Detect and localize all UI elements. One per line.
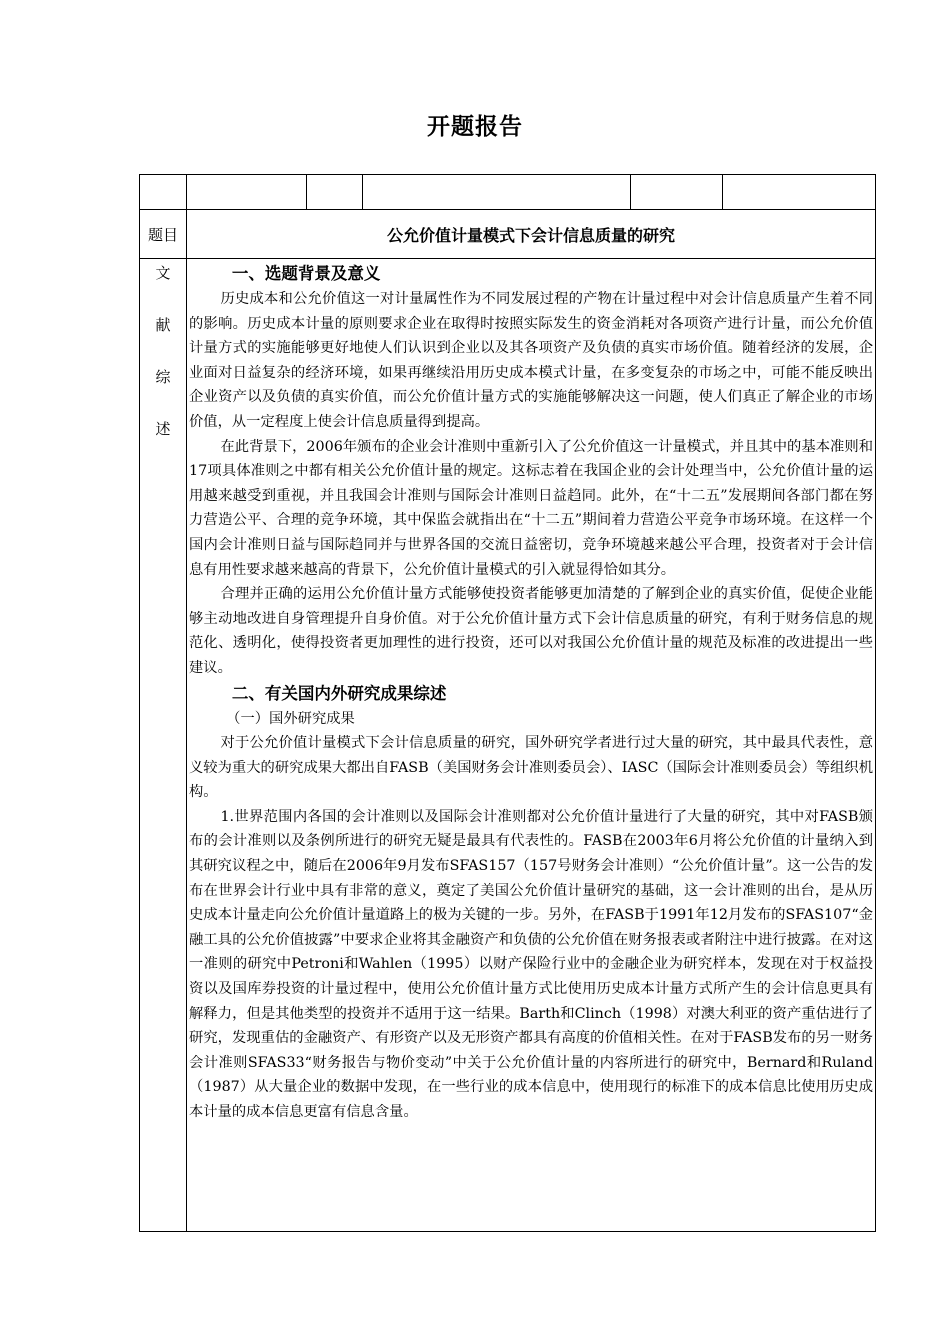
- topic-row: [140, 210, 876, 259]
- empty-cell: [631, 175, 723, 210]
- literature-review-row: [140, 259, 876, 1232]
- empty-cell: [363, 175, 631, 210]
- topic-title: 公允价值计量模式下会计信息质量的研究: [187, 210, 876, 259]
- literature-review-label: [140, 259, 187, 1232]
- subsection-heading: （一）国外研究成果: [226, 710, 355, 727]
- paragraph: 历史成本和公允价值这一对计量属性作为不同发展过程的产物在计量过程中对会计信息质量产生着不同的影响。历史成本计量的原则要求企业在取得时按照实际发生的资金消耗对各项资产进行计量，而公允价值计量方式的实施能够更好地使人们认识到企业以及其各项资产及负债的真实市场价值。随着经济的发展，企业面对日益复杂的经济环境，如果再继续沿用历史成本模式计量，在多变复杂的市场之中，可能不能反映出企业资产以及负债的真实价值，而公允价值计量方式的实施能够解决这一问题，使人们真正了解企业的市场价值，从一定程度上使会计信息质量得到提高。: [189, 291, 873, 430]
- empty-cell: [187, 175, 307, 210]
- empty-cell: [723, 175, 876, 210]
- section-heading: 二、有关国内外研究成果综述: [231, 683, 447, 703]
- empty-cell: [140, 175, 187, 210]
- side-label-char: 献: [155, 316, 171, 334]
- side-label-char: 文: [155, 264, 171, 282]
- page-title: 开题报告: [427, 114, 523, 140]
- report-table: [139, 174, 876, 1232]
- topic-label: 题目: [140, 210, 187, 259]
- paragraph: 对于公允价值计量模式下会计信息质量的研究，国外研究学者进行过大量的研究，其中最具代表性，意义较为重大的研究成果大都出自FASB（美国财务会计准则委员会）、IASC（国际会计准则委员会）等组织机构。: [189, 735, 873, 801]
- side-label-char: 综: [155, 368, 171, 386]
- literature-review-content: [187, 259, 876, 1232]
- paragraph: 在此背景下，2006年颁布的企业会计准则中重新引入了公允价值这一计量模式，并且其中的基本准则和17项具体准则之中都有相关公允价值计量的规定。这标志着在我国企业的会计处理当中，公允价值计量的运用越来越受到重视，并且我国会计准则与国际会计准则日益趋同。此外，在“十二五”发展期间各部门都在努力营造公平、合理的竞争环境，其中保监会就指出在“十二五”期间着力营造公平竞争市场环境。在这样一个国内会计准则日益与国际趋同并与世界各国的交流日益密切，竞争环境越来越公平合理，投资者对于会计信息有用性要求越来越高的背景下，公允价值计量模式的引入就显得恰如其分。: [189, 438, 873, 578]
- side-label-char: 述: [155, 420, 171, 438]
- header-row: [140, 175, 876, 210]
- section-heading: 一、选题背景及意义: [231, 264, 381, 283]
- empty-cell: [307, 175, 363, 210]
- paragraph: 合理并正确的运用公允价值计量方式能够使投资者能够更加清楚的了解到企业的真实价值，促使企业能够主动地改进自身管理提升自身价值。对于公允价值计量方式下会计信息质量的研究，有利于财务信息的规范化、透明化，使得投资者更加理性的进行投资，还可以对我国公允价值计量的规范及标准的改进提出一些建议。: [189, 586, 873, 676]
- paragraph: 1.世界范围内各国的会计准则以及国际会计准则都对公允价值计量进行了大量的研究，其中对FASB颁布的会计准则以及条例所进行的研究无疑是最具有代表性的。FASB在2003年6月将公允价值的计量纳入到其研究议程之中，随后在2006年9月发布SFAS157（157号财务会计准则）“公允价值计量”。这一公告的发布在世界会计行业中具有非常的意义，奠定了美国公允价值计量研究的基础，这一会计准则的出台，是从历史成本计量走向公允价值计量道路上的极为关键的一步。另外，在FASB于1991年12月发布的SFAS107“金融工具的公允价值披露”中要求企业将其金融资产和负债的公允价值在财务报表或者附注中进行披露。在对这一准则的研究中Petroni和Wahlen（1995）以财产保险行业中的金融企业为研究样本，发现在对于权益投资以及国库券投资的计量过程中，使用公允价值计量方式比使用历史成本计量方式所产生的会计信息更具有解释力，但是其他类型的投资并不适用于这一结果。Barth和Clinch（1998）对澳大利亚的资产重估进行了研究，发现重估的金融资产、有形资产以及无形资产都具有高度的价值相关性。在对于FASB发布的另一财务会计准则SFAS33“财务报告与物价变动”中关于公允价值计量的内容所进行的研究中，Bernard和Ruland（1987）从大量企业的数据中发现，在一些行业的成本信息中，使用现行的标准下的成本信息比使用历史成本计量的成本信息更富有信息含量。: [189, 808, 873, 1120]
